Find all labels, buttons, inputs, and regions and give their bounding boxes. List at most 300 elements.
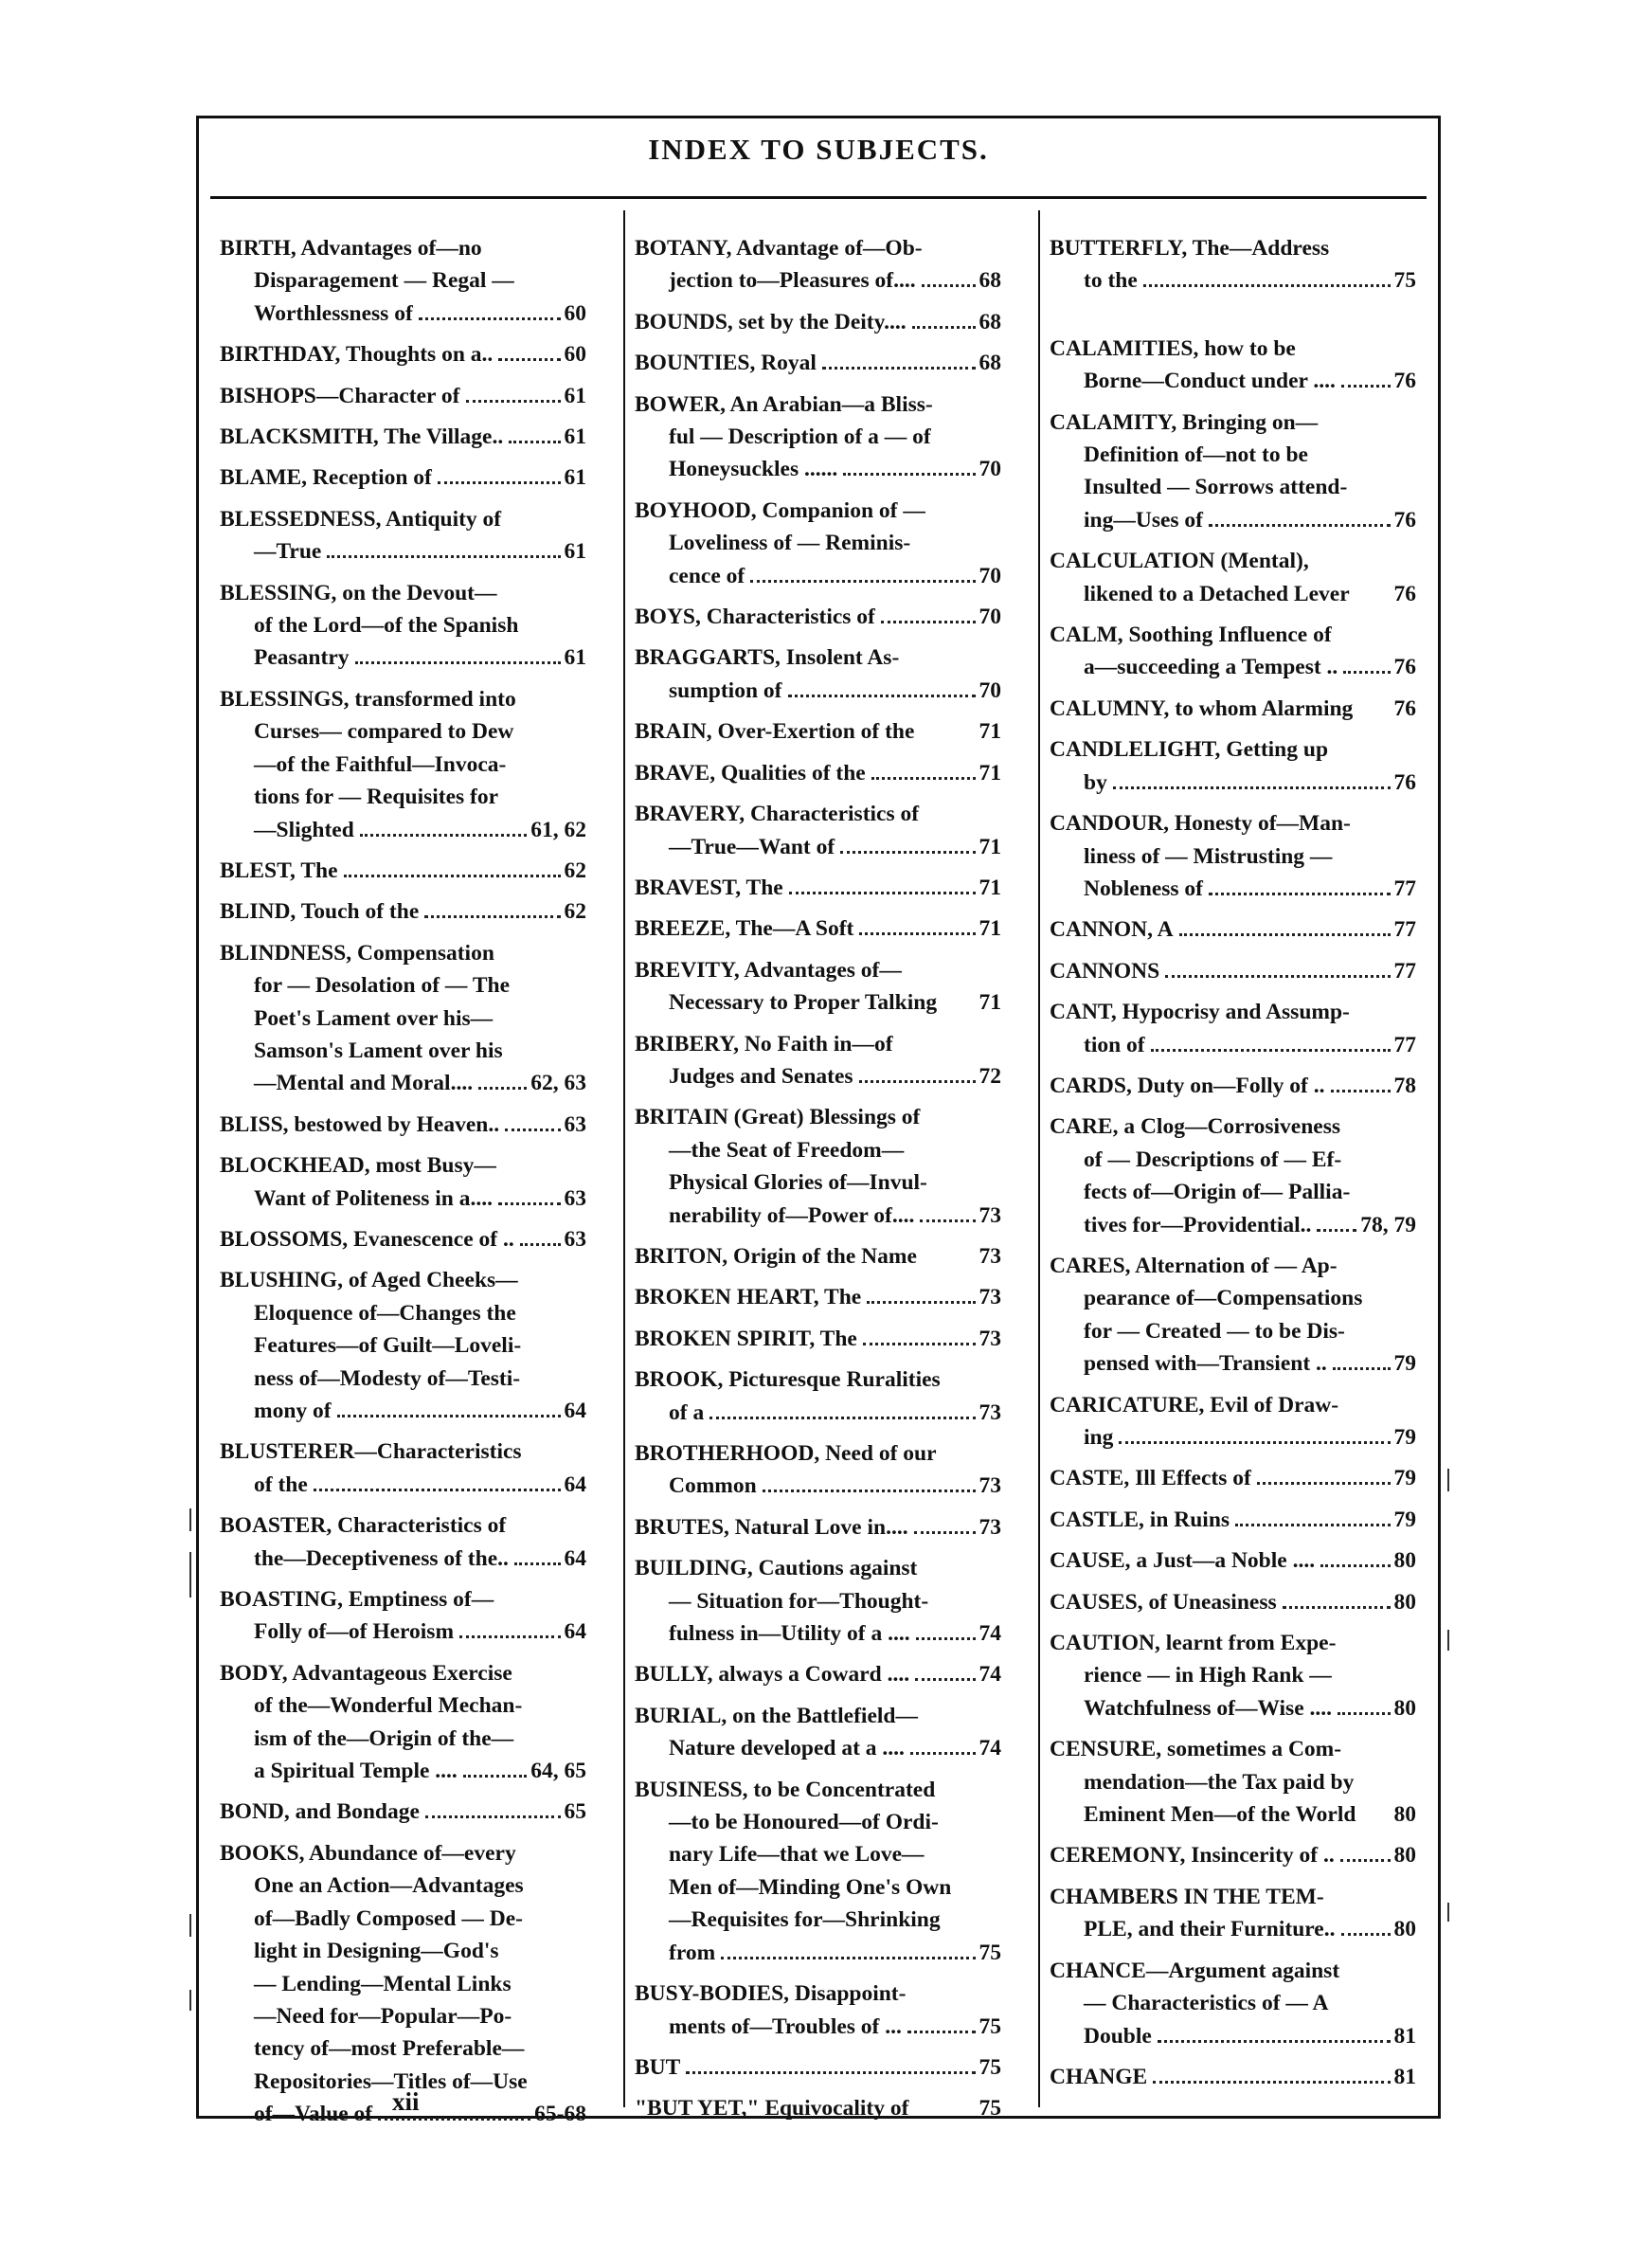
index-entry-continuation	[1050, 840, 1416, 873]
dot-leader	[1179, 933, 1391, 936]
index-entry-continuation	[1050, 2020, 1416, 2052]
index-page-ref: 71	[979, 719, 1001, 745]
index-page-ref: 79	[1393, 1351, 1416, 1377]
index-entry-text: of — Descriptions of — Ef-	[1084, 1147, 1342, 1172]
index-entry-continuation	[635, 831, 1001, 863]
index-entry-text: BLAME, Reception of	[220, 465, 432, 491]
index-entry-text: ism of the—Origin of the—	[254, 1725, 514, 1751]
index-entry	[220, 1223, 586, 1255]
index-entry-continuation	[220, 1002, 586, 1035]
index-entry-text: jection to—Pleasures of....	[669, 268, 916, 294]
index-entry-text: BLUSTERER—Characteristics	[220, 1439, 522, 1465]
dot-leader	[337, 1415, 561, 1417]
dot-leader	[344, 875, 561, 877]
index-entry-text: Nobleness of	[1084, 876, 1203, 901]
index-entry-heading	[220, 461, 586, 494]
index-entry	[220, 1109, 586, 1141]
index-entry-text: BUSINESS, to be Concentrated	[635, 1777, 936, 1802]
index-entry-text: CASTE, Ill Effects of	[1050, 1466, 1251, 1491]
index-entry-text: "BUT YET," Equivocality of	[635, 2096, 909, 2122]
index-entry-continuation	[635, 1937, 1001, 1969]
index-entry	[635, 1281, 1001, 1313]
index-entry-continuation	[635, 1732, 1001, 1764]
index-entry-text: BLACKSMITH, The Village..	[220, 424, 504, 450]
index-page-ref: 61	[564, 539, 586, 565]
index-entry	[1050, 1544, 1416, 1577]
dot-leader	[1158, 2040, 1391, 2043]
index-entry-text: Repositories—Titles of—Use	[254, 2068, 528, 2094]
index-entry	[635, 1028, 1001, 1093]
dot-leader	[788, 695, 976, 697]
index-entry	[1050, 913, 1416, 946]
dot-leader	[459, 1635, 560, 1638]
index-entry-heading	[1050, 1733, 1416, 1765]
dot-leader	[478, 1087, 527, 1090]
index-entry-heading	[1050, 913, 1416, 946]
index-entry-text: from	[669, 1940, 716, 1965]
index-entry-continuation	[220, 1363, 586, 1395]
index-entry-continuation	[1050, 1347, 1416, 1380]
index-page-ref: 80	[1393, 1843, 1416, 1869]
index-entry-continuation	[220, 1935, 586, 1967]
index-entry-continuation	[635, 421, 1001, 453]
dot-leader	[1209, 893, 1391, 895]
index-entry-text: BOASTING, Emptiness of—	[220, 1587, 494, 1613]
index-entry-text: CHANCE—Argument against	[1050, 1958, 1340, 1983]
index-page-ref: 75	[979, 2096, 1001, 2122]
index-entry-text: by	[1084, 769, 1107, 795]
index-entry-text: BRITAIN (Great) Blessings of	[635, 1105, 921, 1130]
index-entry-heading	[635, 1323, 1001, 1355]
index-entry	[220, 421, 586, 453]
index-entry-text: Loveliness of — Reminis-	[669, 531, 911, 556]
index-entry-continuation	[220, 264, 586, 297]
index-entry	[1050, 1586, 1416, 1618]
index-entry-text: mony of	[254, 1399, 332, 1423]
index-entry	[1050, 333, 1416, 398]
index-entry-text: BLOSSOMS, Evanescence of ..	[220, 1226, 514, 1252]
dot-leader	[1343, 671, 1390, 674]
index-entry-continuation	[220, 1469, 586, 1501]
index-entry-heading	[635, 912, 1001, 945]
dot-leader	[920, 1219, 975, 1222]
index-entry	[635, 1700, 1001, 1765]
index-entry-text: One an Action—Advantages	[254, 1873, 524, 1899]
dot-leader	[466, 400, 561, 403]
index-entry-heading	[220, 232, 586, 264]
index-entry-text: for — Created — to be Dis-	[1084, 1318, 1345, 1344]
index-entry-heading	[1050, 1839, 1416, 1871]
index-entry-text: of a	[669, 1399, 705, 1425]
index-entry-continuation	[220, 1903, 586, 1935]
index-entry-text: Curses— compared to Dew	[254, 719, 514, 745]
index-column-2	[635, 232, 1001, 2134]
index-entry-continuation	[635, 1904, 1001, 1936]
dot-leader	[1331, 1090, 1391, 1092]
index-entry	[1050, 1070, 1416, 1102]
index-page-ref: 75	[979, 2054, 1001, 2080]
index-entry-text: BRAVEST, The	[635, 875, 783, 900]
index-entry-continuation	[220, 969, 586, 1002]
index-entry-text: fects of—Origin of— Pallia-	[1084, 1180, 1351, 1205]
index-entry-heading	[635, 1028, 1001, 1060]
index-entry-text: Worthlessness of	[254, 300, 413, 326]
index-entry-continuation	[220, 749, 586, 781]
index-entry-text: of the	[254, 1472, 308, 1497]
index-entry	[635, 495, 1001, 592]
index-entry	[220, 380, 586, 412]
index-page-ref: 70	[979, 457, 1001, 482]
index-entry	[1050, 733, 1416, 799]
index-entry-text: BOWER, An Arabian—a Bliss-	[635, 391, 933, 417]
index-entry	[635, 1511, 1001, 1544]
index-entry-heading	[635, 1774, 1001, 1806]
index-entry-continuation	[1050, 365, 1416, 397]
index-entry-text: Double	[1084, 2023, 1152, 2049]
index-entry-heading	[220, 1657, 586, 1689]
index-entry-text: to the	[1084, 268, 1138, 294]
index-page-ref: 64	[564, 1399, 586, 1423]
dot-leader	[327, 555, 560, 558]
index-entry-text: Disparagement — Regal —	[254, 268, 514, 294]
index-entry-text: rience — in High Rank —	[1084, 1663, 1332, 1688]
index-entry-text: CALAMITY, Bringing on—	[1050, 409, 1319, 435]
index-entry-heading	[220, 1837, 586, 1869]
index-entry-continuation	[220, 641, 586, 674]
index-entry-text: BLESSEDNESS, Antiquity of	[220, 506, 502, 532]
index-entry-text: CARES, Alternation of — Ap-	[1050, 1253, 1338, 1278]
dot-leader	[863, 1343, 976, 1345]
index-entry-heading	[1050, 1586, 1416, 1618]
index-entry-continuation	[1050, 1029, 1416, 1061]
dot-leader	[721, 1957, 975, 1959]
index-page-ref: 73	[979, 1326, 1001, 1351]
index-page-ref: 71	[979, 990, 1001, 1016]
index-entry-text: BRAIN, Over-Exertion of the	[635, 719, 915, 745]
index-entry-text: fulness in—Utility of a ....	[669, 1621, 910, 1647]
index-page-ref: 64, 65	[530, 1759, 586, 1784]
index-entry-text: BOYS, Characteristics of	[635, 605, 875, 630]
index-entry-continuation	[220, 2032, 586, 2065]
index-entry-heading	[635, 798, 1001, 830]
index-entry-text: CALM, Soothing Influence of	[1050, 623, 1332, 648]
index-page-ref: 78, 79	[1360, 1212, 1416, 1237]
index-entry	[220, 1435, 586, 1501]
index-entry-text: of—Value of	[254, 2102, 373, 2127]
dot-leader	[498, 358, 560, 361]
index-page-ref: 62	[564, 858, 586, 883]
index-page-ref: 76	[1393, 581, 1416, 606]
index-entry	[1050, 1839, 1416, 1871]
index-page-ref: 79	[1393, 1507, 1416, 1532]
index-entry-heading	[635, 1240, 1001, 1273]
dot-leader	[881, 621, 976, 623]
index-entry-text: ful — Description of a — of	[669, 424, 931, 450]
index-entry-text: nerability of—Power of....	[669, 1202, 915, 1228]
index-entry-text: CALUMNY, to whom Alarming	[1050, 695, 1354, 721]
index-entry-text: —of the Faithful—Invoca-	[254, 751, 507, 777]
index-entry-heading	[635, 1101, 1001, 1133]
dot-leader	[498, 1202, 561, 1205]
index-page-ref: 77	[1393, 1032, 1416, 1057]
index-entry-heading	[1050, 545, 1416, 577]
dot-leader	[686, 2071, 975, 2074]
index-page-ref: 62	[564, 899, 586, 925]
index-entry-heading	[635, 954, 1001, 986]
index-entry-continuation	[220, 1755, 586, 1787]
index-entry-text: BREVITY, Advantages of—	[635, 957, 902, 983]
index-page-ref: 73	[979, 1243, 1001, 1269]
index-entry-continuation	[1050, 1315, 1416, 1347]
index-entry-continuation	[220, 1183, 586, 1215]
index-entry	[220, 937, 586, 1100]
index-entry-text: BOASTER, Characteristics of	[220, 1513, 507, 1539]
index-entry-continuation	[220, 298, 586, 330]
index-entry-text: —True	[254, 539, 322, 565]
index-entry-text: —True—Want of	[669, 834, 835, 859]
index-entry-text: BLESSINGS, transformed into	[220, 686, 516, 712]
dot-leader	[1153, 2081, 1390, 2084]
index-entry-continuation	[220, 814, 586, 846]
index-entry-text: BUILDING, Cautions against	[635, 1556, 918, 1581]
index-entry-text: BIRTH, Advantages of—no	[220, 236, 482, 261]
index-page-ref: 71	[979, 834, 1001, 859]
index-entry	[1050, 1504, 1416, 1536]
index-entry-continuation	[1050, 1798, 1416, 1831]
index-entry-heading	[635, 757, 1001, 789]
index-entry-text: BRITON, Origin of the Name	[635, 1243, 917, 1269]
index-entry-text: Borne—Conduct under ....	[1084, 369, 1336, 394]
column-divider-1	[623, 210, 625, 2107]
index-entry-heading	[1050, 693, 1416, 725]
index-entry-continuation	[1050, 1659, 1416, 1691]
index-entry-heading	[220, 503, 586, 535]
margin-mark	[1447, 1903, 1449, 1922]
dot-leader	[822, 367, 976, 370]
index-entry-continuation	[635, 264, 1001, 297]
index-entry-continuation	[1050, 873, 1416, 905]
index-entry-text: BIRTHDAY, Thoughts on a..	[220, 342, 494, 368]
index-entry-text: CANNONS	[1050, 958, 1160, 984]
index-entry-text: BUTTERFLY, The—Address	[1050, 236, 1330, 261]
index-entry-continuation	[220, 715, 586, 748]
index-entry-heading	[1050, 333, 1416, 365]
index-entry-text: of the—Wonderful Mechan-	[254, 1693, 523, 1719]
index-entry-text: BURIAL, on the Battlefield—	[635, 1703, 918, 1728]
index-entry	[1050, 545, 1416, 610]
index-page-ref: 62, 63	[530, 1071, 586, 1096]
index-entry-text: Men of—Minding One's Own	[669, 1874, 952, 1900]
index-entry-heading	[1050, 1504, 1416, 1536]
index-entry-continuation	[220, 1297, 586, 1329]
index-entry-heading	[1050, 1627, 1416, 1659]
index-entry-text: cence of	[669, 563, 745, 588]
index-entry-text: Common	[669, 1473, 757, 1499]
index-entry-heading	[220, 338, 586, 370]
index-section-gap	[1050, 306, 1416, 333]
dot-leader	[867, 1301, 975, 1304]
index-entry-text: BRAVERY, Characteristics of	[635, 802, 920, 827]
index-page-ref: 77	[1393, 876, 1416, 901]
index-page-ref: 65	[564, 1799, 586, 1825]
dot-leader	[1340, 1859, 1391, 1862]
dot-leader	[509, 441, 560, 443]
index-entry-continuation	[635, 560, 1001, 592]
index-page-ref: 70	[979, 605, 1001, 630]
index-entry-heading	[1050, 406, 1416, 439]
dot-leader	[1317, 1229, 1356, 1232]
index-entry-text: CARE, a Clog—Corrosiveness	[1050, 1114, 1341, 1140]
index-page-ref: 79	[1393, 1425, 1416, 1450]
index-entry-heading	[635, 872, 1001, 904]
index-entry-text: BODY, Advantageous Exercise	[220, 1660, 512, 1686]
index-page-ref: 74	[979, 1621, 1001, 1647]
index-entry-continuation	[1050, 1421, 1416, 1454]
index-page-ref: 77	[1393, 917, 1416, 943]
index-entry	[635, 1101, 1001, 1232]
index-entry	[220, 1264, 586, 1427]
dot-leader	[1165, 975, 1390, 978]
index-page-ref: 60	[564, 300, 586, 326]
dot-leader	[355, 661, 561, 664]
index-entry-continuation	[635, 453, 1001, 485]
dot-leader	[910, 1752, 976, 1755]
index-entry-text: PLE, and their Furniture..	[1084, 1917, 1336, 1942]
index-entry-heading	[1050, 1250, 1416, 1282]
index-entry-text: BISHOPS—Character of	[220, 383, 460, 408]
index-entry	[635, 954, 1001, 1020]
index-page-ref: 70	[979, 677, 1001, 703]
index-entry	[220, 1509, 586, 1575]
index-page-ref: 68	[979, 309, 1001, 334]
index-entry-heading	[635, 1363, 1001, 1396]
dot-leader	[1320, 1564, 1390, 1567]
index-entry-heading	[635, 232, 1001, 264]
index-entry-text: CALCULATION (Mental),	[1050, 549, 1309, 574]
index-entry-text: BROTHERHOOD, Need of our	[635, 1441, 937, 1466]
index-entry-text: —the Seat of Freedom—	[669, 1137, 905, 1163]
index-entry-heading	[220, 937, 586, 969]
dot-leader	[907, 2031, 976, 2033]
index-entry	[635, 1363, 1001, 1429]
index-entry	[1050, 693, 1416, 725]
title-rule	[210, 196, 1427, 199]
index-entry-heading	[220, 1583, 586, 1616]
index-entry-heading	[1050, 955, 1416, 987]
index-entry-text: BULLY, always a Coward ....	[635, 1662, 910, 1688]
index-entry-continuation	[635, 1397, 1001, 1429]
index-entry-text: BLUSHING, of Aged Cheeks—	[220, 1268, 518, 1293]
index-entry-continuation	[1050, 471, 1416, 503]
dot-leader	[1341, 1933, 1391, 1936]
index-entry-heading	[635, 1511, 1001, 1544]
index-entry-continuation	[635, 986, 1001, 1019]
index-entry-continuation	[635, 1838, 1001, 1870]
page-number: xii	[392, 2087, 420, 2116]
index-entry-continuation	[1050, 1144, 1416, 1176]
index-entry-text: ing—Uses of	[1084, 507, 1203, 533]
margin-mark	[1447, 1630, 1449, 1651]
index-entry-continuation	[220, 1543, 586, 1575]
index-entry-continuation	[1050, 1692, 1416, 1724]
index-entry-heading	[1050, 996, 1416, 1028]
index-entry-heading	[635, 495, 1001, 527]
index-entry-text: BLIND, Touch of the	[220, 899, 420, 925]
index-entry-heading	[1050, 1881, 1416, 1913]
index-entry	[1050, 1389, 1416, 1454]
index-entry-heading	[1050, 2061, 1416, 2093]
index-entry	[635, 347, 1001, 379]
index-entry	[220, 1657, 586, 1788]
index-entry-continuation	[635, 2011, 1001, 2043]
index-entry-heading	[635, 2051, 1001, 2084]
index-page-ref: 60	[564, 342, 586, 368]
index-page-ref: 73	[979, 1473, 1001, 1499]
index-page-ref: 76	[1393, 507, 1416, 533]
index-entry-continuation	[220, 1968, 586, 2000]
index-entry-heading	[635, 1281, 1001, 1313]
index-page-ref: 63	[564, 1111, 586, 1137]
index-page-ref: 73	[979, 1285, 1001, 1310]
index-page-ref: 61	[564, 424, 586, 450]
index-entry-text: mendation—the Tax paid by	[1084, 1769, 1355, 1795]
dot-leader	[1341, 385, 1391, 388]
index-entry-text: CHANGE	[1050, 2064, 1148, 2089]
index-page-ref: 76	[1393, 655, 1416, 680]
index-entry	[635, 1977, 1001, 2043]
index-entry-heading	[1050, 1955, 1416, 1987]
index-page-ref: 74	[979, 1736, 1001, 1761]
index-entry-text: pensed with—Transient ..	[1084, 1351, 1327, 1377]
dot-leader	[1151, 1049, 1391, 1052]
index-entry-continuation	[220, 609, 586, 641]
index-entry-heading	[1050, 232, 1416, 264]
index-entry-text: CENSURE, sometimes a Com-	[1050, 1737, 1342, 1762]
index-entry	[220, 683, 586, 846]
dot-leader	[859, 932, 975, 935]
index-entry	[1050, 996, 1416, 1061]
index-entry	[635, 912, 1001, 945]
index-page-ref: 71	[979, 760, 1001, 785]
index-entry-text: Samson's Lament over his	[254, 1038, 503, 1063]
index-entry-continuation	[220, 1616, 586, 1648]
index-entry-heading	[635, 715, 1001, 748]
index-entry-heading	[220, 683, 586, 715]
index-entry-text: liness of — Mistrusting —	[1084, 843, 1333, 869]
index-page-ref: 80	[1393, 1589, 1416, 1615]
index-entry-heading	[220, 1223, 586, 1255]
index-entry-continuation	[635, 1134, 1001, 1166]
index-entry-text: for — Desolation of — The	[254, 973, 511, 999]
index-entry-continuation	[1050, 1766, 1416, 1798]
index-entry-text: Insulted — Sorrows attend-	[1084, 475, 1348, 500]
index-page-ref: 61, 62	[530, 817, 586, 842]
index-entry-heading	[1050, 1070, 1416, 1102]
dot-leader	[424, 915, 560, 918]
index-page-ref: 65-68	[534, 2102, 586, 2127]
index-entry-continuation	[1050, 1209, 1416, 1241]
index-entry-text: of—Badly Composed — De-	[254, 1905, 523, 1931]
index-entry	[635, 1323, 1001, 1355]
index-entry-text: BROKEN HEART, The	[635, 1285, 862, 1310]
index-entry-continuation	[635, 1617, 1001, 1650]
dot-leader	[1113, 786, 1391, 789]
dot-leader	[709, 1417, 975, 1419]
index-page-ref: 80	[1393, 1802, 1416, 1828]
index-entry-heading	[1050, 807, 1416, 840]
index-entry-continuation	[1050, 767, 1416, 799]
dot-leader	[514, 1562, 561, 1565]
